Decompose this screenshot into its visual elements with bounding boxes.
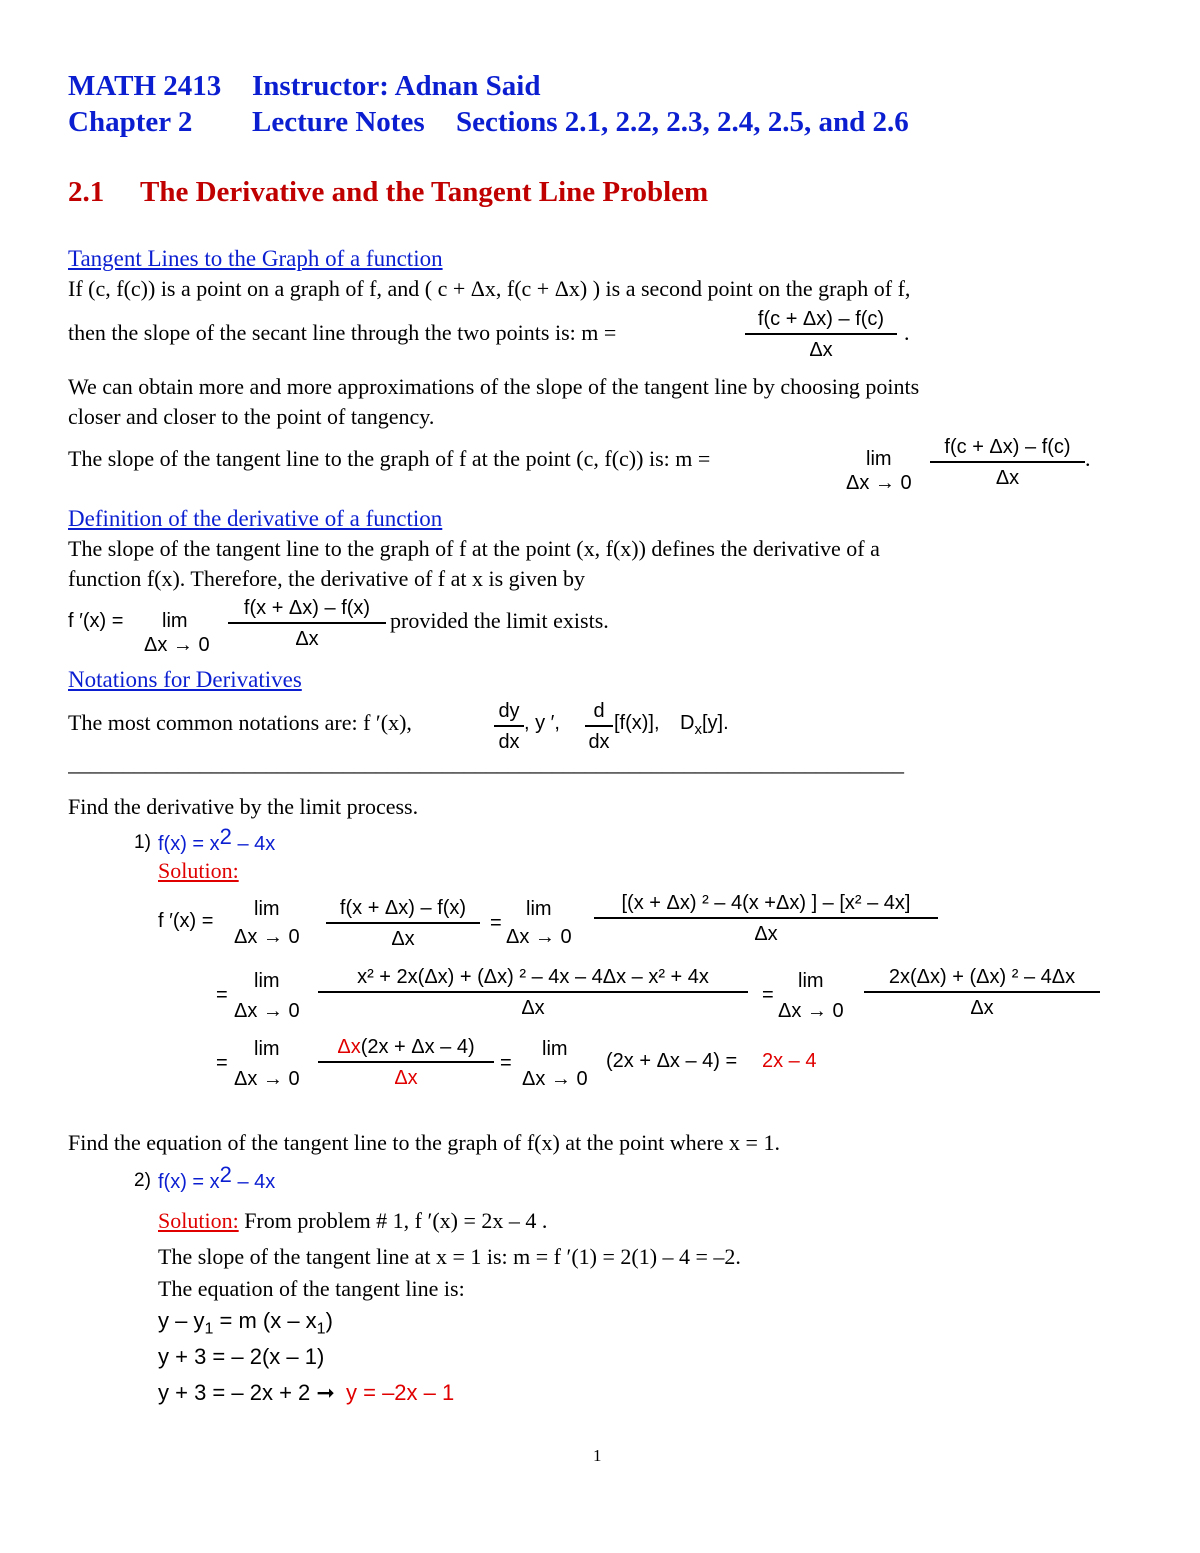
d-operator: D bbox=[680, 712, 695, 734]
definition-paragraph-2: function f(x). Therefore, the derivative of f at x is given by bbox=[68, 566, 586, 591]
section-number: 2.1 bbox=[68, 176, 105, 208]
step-5-denominator: Δx bbox=[394, 1067, 418, 1089]
point-slope-form bbox=[158, 1308, 333, 1338]
y-prime: , y ′, bbox=[524, 712, 560, 734]
solution-label: Solution: bbox=[158, 858, 239, 883]
dx: dx bbox=[498, 731, 520, 753]
limit-label: lim bbox=[254, 970, 280, 992]
d: d bbox=[593, 700, 605, 722]
derivative-denominator: Δx bbox=[295, 628, 319, 650]
notations-heading[interactable]: Notations for Derivatives bbox=[68, 667, 302, 692]
d-dx-fraction bbox=[585, 700, 613, 754]
problem-2-instruction: Find the equation of the tangent line to the graph of f(x) at the point where x = 1. bbox=[68, 1130, 780, 1155]
x-subscript: x bbox=[694, 721, 702, 738]
tangent-denominator: Δx bbox=[995, 467, 1020, 489]
point-slope-c: ) bbox=[325, 1308, 333, 1333]
step-2-numerator: [(x + Δx) ² – 4(x +Δx) ] – [x² – 4x] bbox=[621, 892, 911, 914]
limit-subscript: Δx → 0 bbox=[506, 926, 572, 948]
step-1-denominator: Δx bbox=[391, 928, 415, 950]
secant-denominator: Δx bbox=[809, 339, 833, 361]
tangent-lines-heading[interactable]: Tangent Lines to the Graph of a function bbox=[68, 246, 443, 271]
step-3-fraction bbox=[318, 966, 748, 1020]
limit-label: lim bbox=[798, 970, 824, 992]
limit-label: lim bbox=[542, 1038, 568, 1060]
derivative-lhs: f ′(x) = bbox=[68, 610, 124, 632]
limit-subscript: Δx → 0 bbox=[234, 1000, 300, 1022]
exponent: 2 bbox=[219, 824, 232, 849]
chapter-label: Chapter 2 bbox=[68, 106, 193, 138]
expanded-equation: y + 3 = – 2x + 2 ➞ bbox=[158, 1380, 335, 1405]
lecture-notes-label: Lecture Notes bbox=[252, 106, 425, 138]
exponent: 2 bbox=[219, 1162, 232, 1187]
problem-1-number: 1) bbox=[134, 832, 151, 853]
subscript-1: 1 bbox=[316, 1320, 326, 1338]
tangent-paragraph-2: then the slope of the secant line through the two points is: m = bbox=[68, 320, 617, 345]
dx: dx bbox=[588, 731, 610, 753]
derivative-lhs: f ′(x) = bbox=[158, 910, 214, 932]
limit-exists-text: provided the limit exists. bbox=[390, 608, 609, 633]
function-tail: – 4x bbox=[231, 1171, 276, 1193]
step-1-fraction bbox=[326, 897, 480, 951]
secant-numerator: f(c + Δx) – f(c) bbox=[757, 308, 885, 330]
step-5-factor: (2x + Δx – 4) bbox=[360, 1036, 475, 1058]
sections-label: Sections 2.1, 2.2, 2.3, 2.4, 2.5, and 2.6 bbox=[456, 106, 909, 138]
step-6-expression: (2x + Δx – 4) = bbox=[606, 1050, 738, 1072]
limit-subscript: Δx → 0 bbox=[522, 1068, 588, 1090]
limit-label: lim bbox=[866, 448, 892, 470]
problem-1-function bbox=[158, 824, 276, 856]
tangent-slope-fraction bbox=[930, 436, 1085, 490]
step-4-fraction bbox=[864, 966, 1100, 1020]
substituted-equation: y + 3 = – 2(x – 1) bbox=[158, 1344, 325, 1369]
equation-intro: The equation of the tangent line is: bbox=[158, 1276, 465, 1301]
period: . bbox=[904, 320, 910, 345]
equals-sign: = bbox=[216, 984, 228, 1006]
derivative-numerator: f(x + Δx) – f(x) bbox=[243, 597, 371, 619]
step-4-denominator: Δx bbox=[970, 997, 994, 1019]
problem-1-answer: 2x – 4 bbox=[762, 1050, 817, 1072]
step-1-numerator: f(x + Δx) – f(x) bbox=[339, 897, 467, 919]
secant-slope-fraction bbox=[745, 308, 897, 362]
course-code: MATH 2413 bbox=[68, 70, 222, 102]
problem-2-answer: y = –2x – 1 bbox=[346, 1380, 455, 1405]
limit-label: lim bbox=[526, 898, 552, 920]
step-3-numerator: x² + 2x(Δx) + (Δx) ² – 4x – 4Δx – x² + 4x bbox=[357, 966, 709, 988]
definition-paragraph-1: The slope of the tangent line to the graph of f at the point (x, f(x)) defines the derivative of a bbox=[68, 536, 880, 561]
step-5-numerator bbox=[318, 1036, 494, 1061]
solution-text: From problem # 1, f ′(x) = 2x – 4 . bbox=[238, 1208, 548, 1233]
equals-sign: = bbox=[762, 984, 774, 1006]
tangent-numerator: f(c + Δx) – f(c) bbox=[944, 436, 1071, 458]
notations-intro: The most common notations are: f ′(x), bbox=[68, 710, 412, 735]
slope-statement: The slope of the tangent line at x = 1 is: m = f ′(1) = 2(1) – 4 = –2. bbox=[158, 1244, 741, 1269]
step-4-numerator: 2x(Δx) + (Δx) ² – 4Δx bbox=[888, 966, 1076, 988]
limit-label: lim bbox=[254, 898, 280, 920]
step-2-fraction bbox=[594, 892, 938, 946]
definition-heading[interactable]: Definition of the derivative of a function bbox=[68, 506, 443, 531]
problem-1-instruction: Find the derivative by the limit process. bbox=[68, 794, 419, 819]
problem-2-number: 2) bbox=[134, 1170, 151, 1191]
limit-subscript: Δx → 0 bbox=[234, 926, 300, 948]
limit-label: lim bbox=[254, 1038, 280, 1060]
dy-dx-fraction bbox=[494, 700, 524, 754]
step-2-denominator: Δx bbox=[754, 923, 778, 945]
separator: –––––––––––––––––––––––––––––––––––––––––––––––––––––––––––––––––––––––––––– bbox=[68, 758, 904, 783]
equals-sign: = bbox=[500, 1052, 512, 1074]
cancel-delta-x: Δx bbox=[337, 1036, 361, 1058]
derivative-fraction bbox=[228, 597, 386, 651]
page-number: 1 bbox=[593, 1446, 602, 1465]
y-bracket: [y]. bbox=[701, 712, 729, 734]
point-slope-a: y – y bbox=[158, 1308, 205, 1333]
period: . bbox=[1085, 446, 1091, 471]
function-text: f(x) = x bbox=[158, 1171, 220, 1193]
limit-label: lim bbox=[162, 610, 188, 632]
section-title: The Derivative and the Tangent Line Problem bbox=[140, 176, 709, 208]
problem-2-function bbox=[158, 1162, 276, 1194]
function-text: f(x) = x bbox=[158, 833, 220, 855]
f-of-x-bracket: [f(x)], bbox=[614, 712, 660, 734]
equals-sign: = bbox=[216, 1052, 228, 1074]
subscript-1: 1 bbox=[204, 1320, 214, 1338]
step-5-fraction bbox=[318, 1036, 494, 1090]
tangent-paragraph-4: closer and closer to the point of tangency. bbox=[68, 404, 435, 429]
limit-subscript: Δx → 0 bbox=[234, 1068, 300, 1090]
dx-operator bbox=[680, 712, 729, 738]
tangent-paragraph-1: If (c, f(c)) is a point on a graph of f, and ( c + Δx, f(c + Δx) ) is a second point on the graph of f, bbox=[68, 276, 911, 301]
dy: dy bbox=[498, 700, 520, 722]
problem-2-solution-line bbox=[158, 1208, 547, 1234]
tangent-paragraph-3: We can obtain more and more approximations of the slope of the tangent line by choosing points bbox=[68, 374, 920, 399]
function-tail: – 4x bbox=[231, 833, 276, 855]
solution-label: Solution: bbox=[158, 1208, 239, 1233]
limit-subscript: Δx → 0 bbox=[144, 634, 210, 656]
instructor-name: Instructor: Adnan Said bbox=[252, 70, 541, 102]
limit-subscript: Δx → 0 bbox=[778, 1000, 844, 1022]
point-slope-b: = m (x – x bbox=[213, 1308, 317, 1333]
equals-sign: = bbox=[490, 912, 502, 934]
tangent-paragraph-5: The slope of the tangent line to the graph of f at the point (c, f(c)) is: m = bbox=[68, 446, 711, 471]
limit-subscript: Δx → 0 bbox=[846, 472, 912, 494]
step-3-denominator: Δx bbox=[521, 997, 545, 1019]
